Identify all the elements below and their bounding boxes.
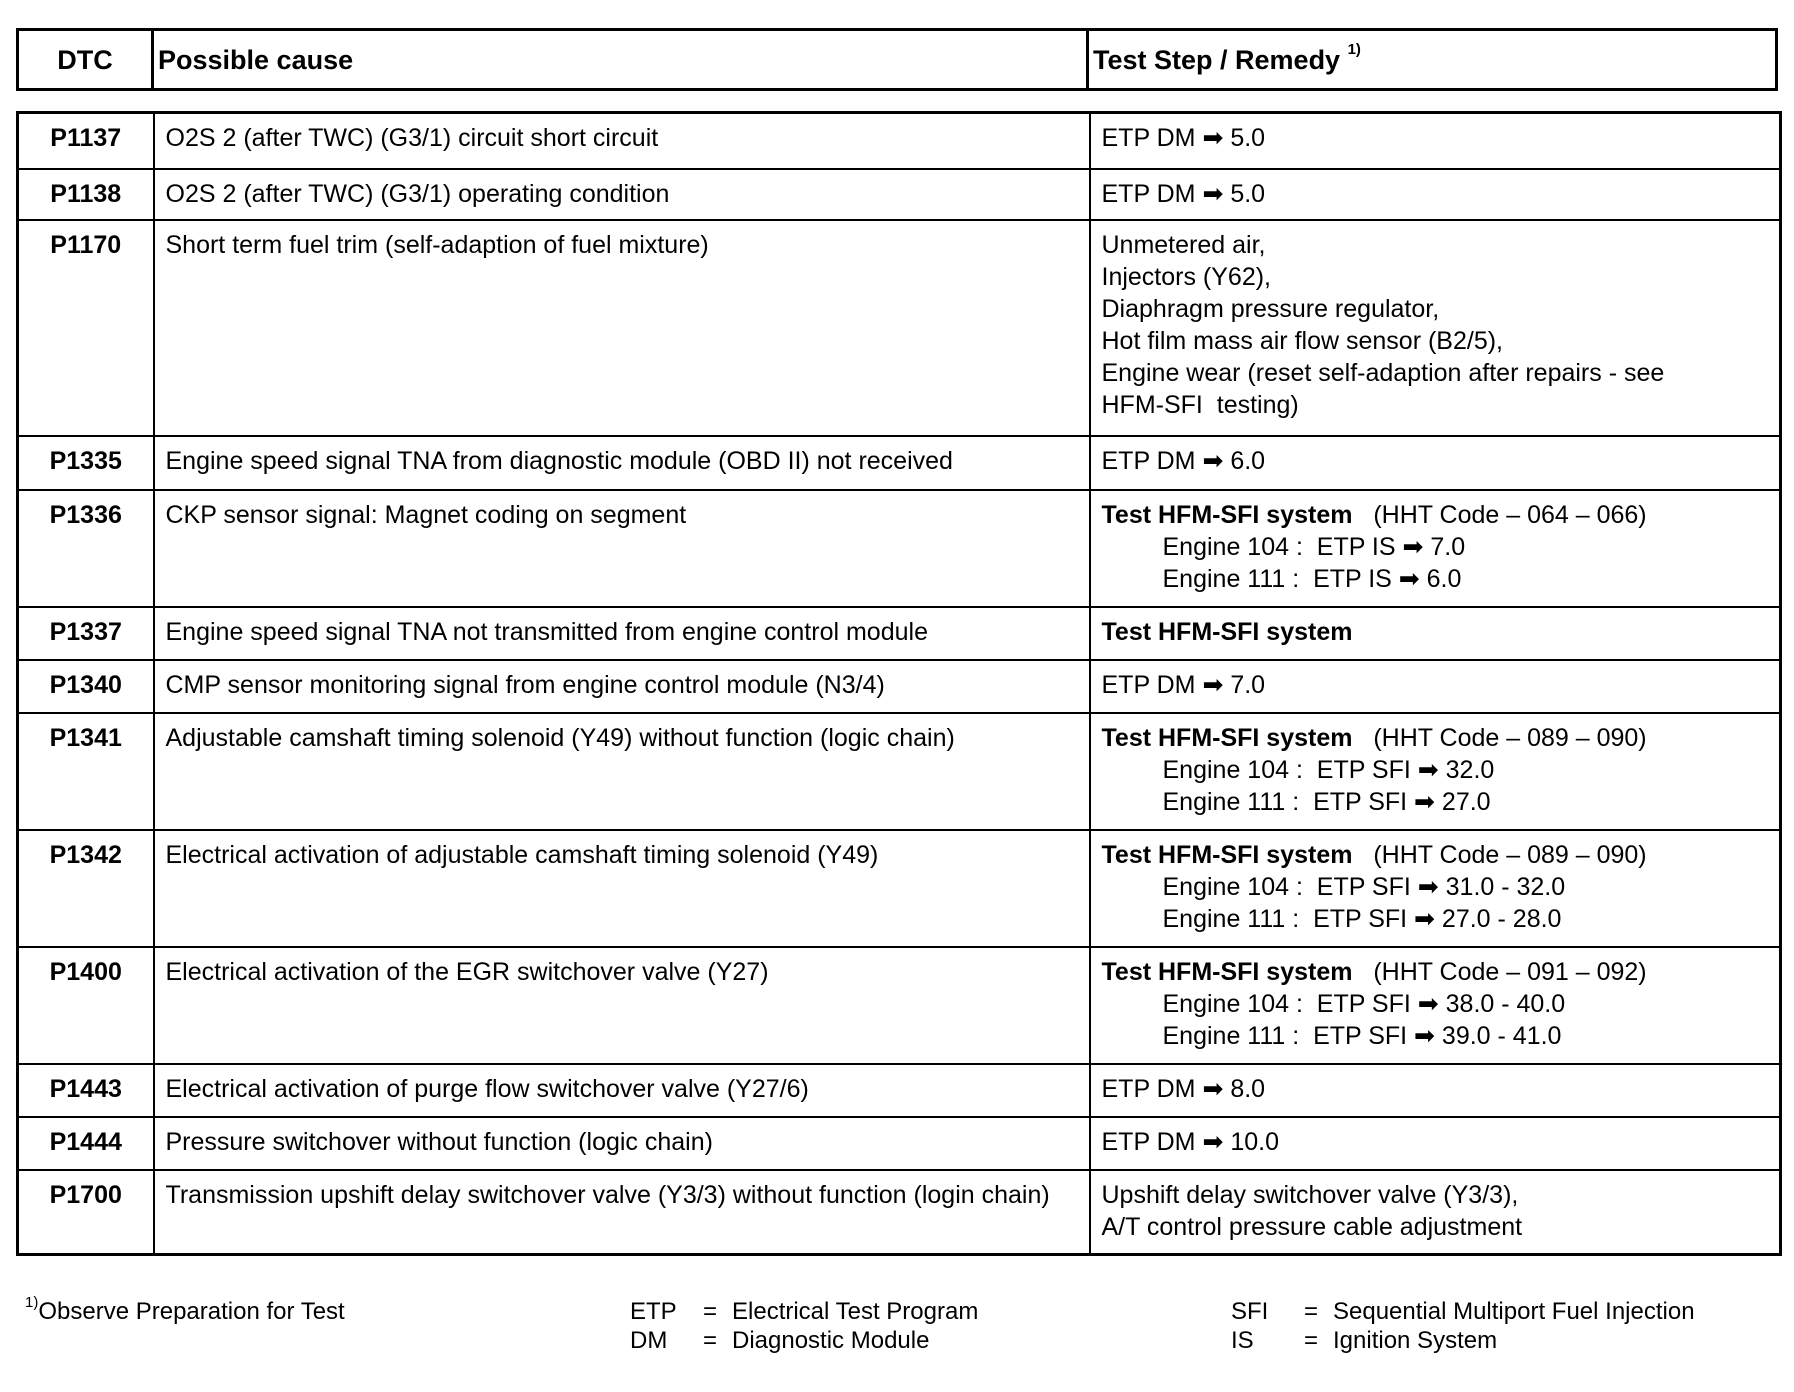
- remedy-text: Engine 104 : ETP SFI ➡ 31.0 - 32.0: [1162, 872, 1566, 901]
- dtc-code: P1170: [18, 220, 154, 436]
- remedy-text: ETP DM ➡ 8.0: [1101, 1074, 1266, 1103]
- remedy-text: Engine 111 : ETP SFI ➡ 27.0: [1162, 787, 1491, 816]
- remedy-text: Engine 104 : ETP SFI ➡ 32.0: [1162, 755, 1495, 784]
- possible-cause: CKP sensor signal: Magnet coding on segment: [154, 490, 1090, 607]
- remedy-bold: Test HFM-SFI system: [1101, 617, 1353, 646]
- remedy-text: Engine wear (reset self-adaption after repairs - see: [1101, 358, 1665, 387]
- possible-cause: Transmission upshift delay switchover valve (Y3/3) without function (login chain): [154, 1170, 1090, 1255]
- footnote-mark: 1): [25, 1294, 39, 1311]
- remedy-cell: [1090, 436, 1781, 490]
- remedy-line: [1102, 499, 1770, 531]
- table-row: [18, 947, 1781, 1064]
- remedy-text: Injectors (Y62),: [1101, 262, 1272, 291]
- remedy-text: Engine 111 : ETP SFI ➡ 39.0 - 41.0: [1162, 1021, 1562, 1050]
- remedy-text: ETP DM ➡ 5.0: [1101, 179, 1266, 208]
- possible-cause: CMP sensor monitoring signal from engine control module (N3/4): [154, 660, 1090, 713]
- remedy-text: A/T control pressure cable adjustment: [1101, 1212, 1523, 1241]
- dtc-code: P1340: [18, 660, 154, 713]
- remedy-text: Unmetered air,: [1101, 230, 1266, 259]
- remedy-bold: Test HFM-SFI system: [1101, 957, 1353, 986]
- header-cause: Possible cause: [153, 30, 1088, 90]
- remedy-line: [1102, 1020, 1770, 1052]
- table-row: [18, 113, 1781, 169]
- remedy-line: [1102, 1179, 1770, 1211]
- remedy-line: [1102, 122, 1770, 154]
- possible-cause: Short term fuel trim (self-adaption of fuel mixture): [154, 220, 1090, 436]
- dtc-code: P1400: [18, 947, 154, 1064]
- abbr-meaning: Ignition System: [1333, 1327, 1498, 1354]
- dtc-code: P1341: [18, 713, 154, 830]
- remedy-cell: [1090, 947, 1781, 1064]
- remedy-cell: [1090, 1064, 1781, 1117]
- table-row: [18, 490, 1781, 607]
- remedy-text: Engine 104 : ETP SFI ➡ 38.0 - 40.0: [1162, 989, 1566, 1018]
- remedy-text: Engine 111 : ETP SFI ➡ 27.0 - 28.0: [1162, 904, 1562, 933]
- remedy-bold: Test HFM-SFI system: [1101, 723, 1353, 752]
- header-dtc: DTC: [18, 30, 153, 90]
- remedy-text: (HHT Code – 064 – 066): [1352, 500, 1647, 529]
- abbr-code: DM: [630, 1327, 668, 1354]
- table-row: [18, 713, 1781, 830]
- remedy-text: Hot film mass air flow sensor (B2/5),: [1101, 326, 1503, 355]
- dtc-code: P1444: [18, 1117, 154, 1170]
- table-row: [18, 830, 1781, 947]
- possible-cause: Electrical activation of purge flow switchover valve (Y27/6): [154, 1064, 1090, 1117]
- remedy-text: ETP DM ➡ 6.0: [1101, 446, 1266, 475]
- remedy-cell: [1090, 1117, 1781, 1170]
- remedy-line: [1102, 563, 1770, 595]
- abbr-equals: =: [1304, 1327, 1319, 1354]
- dtc-table: [16, 111, 1782, 1256]
- possible-cause: O2S 2 (after TWC) (G3/1) operating condition: [154, 169, 1090, 220]
- remedy-cell: [1090, 113, 1781, 169]
- remedy-cell: [1090, 607, 1781, 660]
- remedy-line: [1102, 988, 1770, 1020]
- remedy-line: [1102, 445, 1770, 477]
- dtc-code: P1443: [18, 1064, 154, 1117]
- possible-cause: Adjustable camshaft timing solenoid (Y49) without function (logic chain): [154, 713, 1090, 830]
- remedy-line: [1102, 293, 1770, 325]
- remedy-text: HFM-SFI testing): [1101, 390, 1299, 419]
- table-row: [18, 169, 1781, 220]
- abbr-meaning: Sequential Multiport Fuel Injection: [1333, 1298, 1695, 1325]
- table-row: [18, 660, 1781, 713]
- remedy-line: [1102, 871, 1770, 903]
- dtc-code: P1335: [18, 436, 154, 490]
- remedy-text: (HHT Code – 089 – 090): [1352, 840, 1647, 869]
- abbr-code: SFI: [1231, 1298, 1269, 1325]
- abbr-code: ETP: [630, 1298, 677, 1325]
- remedy-line: [1102, 616, 1770, 648]
- remedy-bold: Test HFM-SFI system: [1101, 840, 1353, 869]
- remedy-line: [1102, 839, 1770, 871]
- table-row: [18, 1170, 1781, 1255]
- remedy-line: [1102, 1126, 1770, 1158]
- table-row: [18, 1117, 1781, 1170]
- footnote-text: Observe Preparation for Test: [38, 1298, 345, 1325]
- abbr-meaning: Diagnostic Module: [732, 1327, 930, 1354]
- remedy-line: [1102, 903, 1770, 935]
- remedy-text: Upshift delay switchover valve (Y3/3),: [1101, 1180, 1519, 1209]
- possible-cause: Electrical activation of adjustable camshaft timing solenoid (Y49): [154, 830, 1090, 947]
- remedy-line: [1102, 722, 1770, 754]
- remedy-line: [1102, 754, 1770, 786]
- remedy-line: [1102, 229, 1770, 261]
- remedy-text: ETP DM ➡ 7.0: [1101, 670, 1266, 699]
- table-row: [18, 220, 1781, 436]
- remedy-cell: [1090, 713, 1781, 830]
- remedy-line: [1102, 669, 1770, 701]
- possible-cause: Electrical activation of the EGR switchover valve (Y27): [154, 947, 1090, 1064]
- remedy-cell: [1090, 830, 1781, 947]
- header-remedy-label: Test Step / Remedy: [1093, 44, 1341, 75]
- table-row: [18, 1064, 1781, 1117]
- remedy-line: [1102, 531, 1770, 563]
- remedy-cell: [1090, 490, 1781, 607]
- abbr-meaning: Electrical Test Program: [732, 1298, 979, 1325]
- footnote-mark: 1): [1347, 40, 1361, 58]
- dtc-code: P1337: [18, 607, 154, 660]
- dtc-code: P1700: [18, 1170, 154, 1255]
- remedy-line: [1102, 956, 1770, 988]
- remedy-line: [1102, 357, 1770, 389]
- remedy-cell: [1090, 660, 1781, 713]
- remedy-text: Engine 104 : ETP IS ➡ 7.0: [1162, 532, 1466, 561]
- remedy-text: Engine 111 : ETP IS ➡ 6.0: [1162, 564, 1462, 593]
- remedy-line: [1102, 325, 1770, 357]
- remedy-text: ETP DM ➡ 10.0: [1101, 1127, 1279, 1156]
- dtc-code: P1137: [18, 113, 154, 169]
- remedy-text: (HHT Code – 089 – 090): [1352, 723, 1647, 752]
- remedy-text: ETP DM ➡ 5.0: [1101, 124, 1266, 152]
- table-row: [18, 607, 1781, 660]
- dtc-code: P1342: [18, 830, 154, 947]
- remedy-line: [1102, 1211, 1770, 1243]
- remedy-line: [1102, 261, 1770, 293]
- dtc-code: P1336: [18, 490, 154, 607]
- remedy-cell: [1090, 220, 1781, 436]
- possible-cause: Pressure switchover without function (logic chain): [154, 1117, 1090, 1170]
- abbr-equals: =: [703, 1327, 718, 1354]
- remedy-text: (HHT Code – 091 – 092): [1352, 957, 1647, 986]
- table-row: [18, 436, 1781, 490]
- possible-cause: Engine speed signal TNA from diagnostic module (OBD II) not received: [154, 436, 1090, 490]
- dtc-code: P1138: [18, 169, 154, 220]
- abbr-code: IS: [1231, 1327, 1254, 1354]
- header-table: [16, 28, 1778, 91]
- remedy-line: [1102, 178, 1770, 210]
- possible-cause: Engine speed signal TNA not transmitted from engine control module: [154, 607, 1090, 660]
- remedy-cell: [1090, 169, 1781, 220]
- abbr-equals: =: [703, 1298, 718, 1325]
- remedy-line: [1102, 1073, 1770, 1105]
- header-row: [18, 30, 1777, 90]
- footnote: [25, 1294, 345, 1326]
- remedy-line: [1102, 389, 1770, 421]
- remedy-line: [1102, 786, 1770, 818]
- remedy-bold: Test HFM-SFI system: [1101, 500, 1353, 529]
- header-remedy: [1088, 30, 1777, 90]
- abbr-equals: =: [1304, 1298, 1319, 1325]
- possible-cause: O2S 2 (after TWC) (G3/1) circuit short circuit: [154, 113, 1090, 169]
- remedy-text: Diaphragm pressure regulator,: [1101, 294, 1440, 323]
- remedy-cell: [1090, 1170, 1781, 1255]
